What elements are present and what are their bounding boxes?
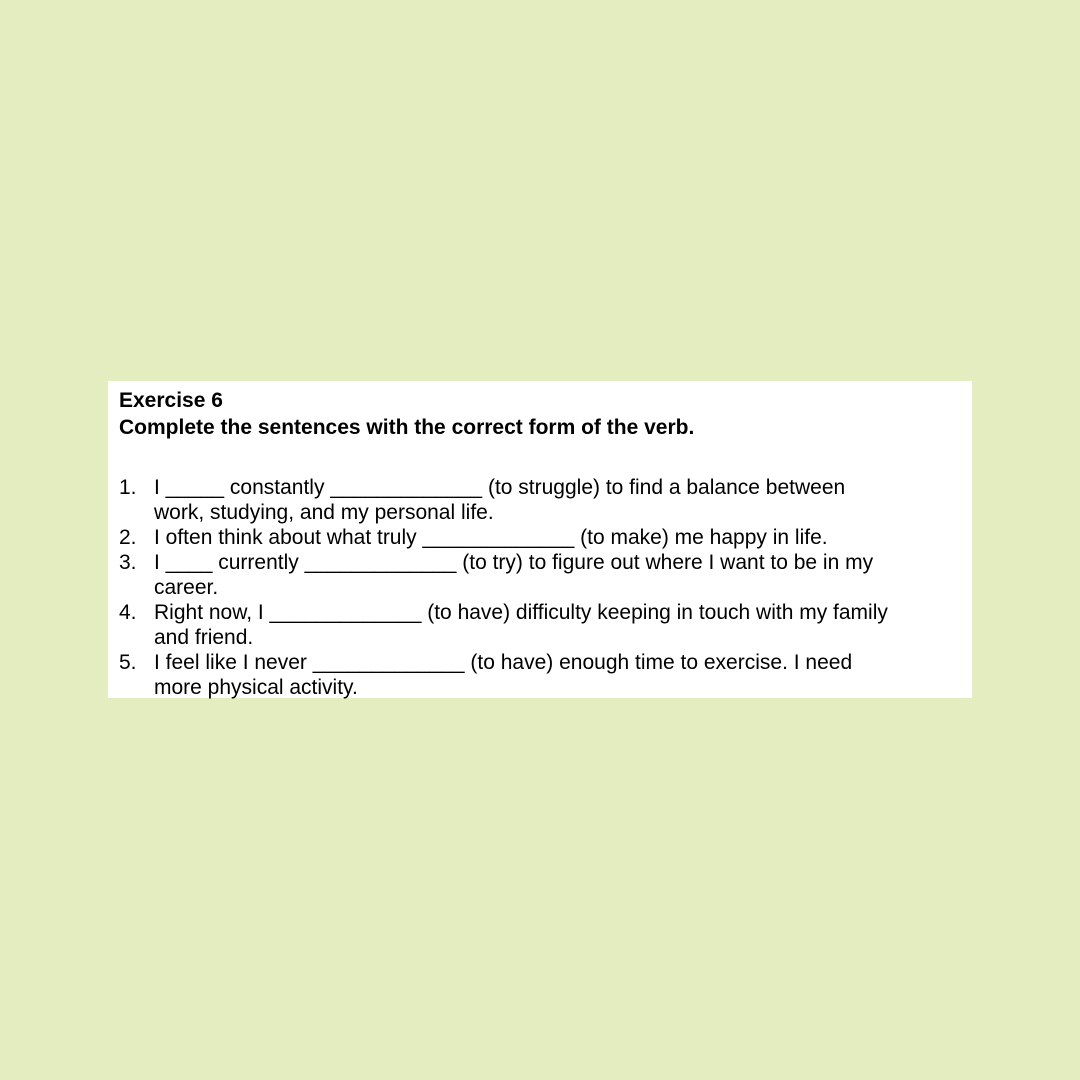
item-text: [154, 525, 914, 550]
exercise-list: [119, 475, 972, 700]
exercise-title: Exercise 6: [119, 389, 223, 412]
item-text-line-1: Right now, I _____________ (to have) difficulty keeping in touch with my family: [154, 601, 888, 624]
item-text-line-2: career.: [154, 576, 219, 599]
item-text: [154, 475, 914, 525]
exercise-item-2: [119, 525, 972, 550]
exercise-card: [108, 381, 972, 698]
exercise-item-4: [119, 600, 972, 650]
item-text: [154, 550, 914, 600]
item-number: 3.: [119, 551, 137, 574]
item-text-line-1: I _____ constantly _____________ (to struggle) to find a balance between: [154, 476, 846, 499]
exercise-instruction: Complete the sentences with the correct form of the verb.: [119, 416, 695, 439]
item-text-line-2: more physical activity.: [154, 676, 358, 699]
item-text: [154, 600, 914, 650]
item-number: 4.: [119, 601, 137, 624]
item-text: [154, 650, 914, 700]
item-number: 2.: [119, 526, 137, 549]
item-text-line-2: and friend.: [154, 626, 254, 649]
item-number: 1.: [119, 476, 137, 499]
item-text-line-1: I feel like I never _____________ (to have) enough time to exercise. I need: [154, 651, 853, 674]
item-text-line-2: work, studying, and my personal life.: [154, 501, 494, 524]
exercise-item-5: [119, 650, 972, 700]
item-text-line-1: I often think about what truly _____________ (to make) me happy in life.: [154, 526, 828, 549]
exercise-item-3: [119, 550, 972, 600]
item-text-line-1: I ____ currently _____________ (to try) to figure out where I want to be in my: [154, 551, 874, 574]
item-number: 5.: [119, 651, 137, 674]
exercise-item-1: [119, 475, 972, 525]
